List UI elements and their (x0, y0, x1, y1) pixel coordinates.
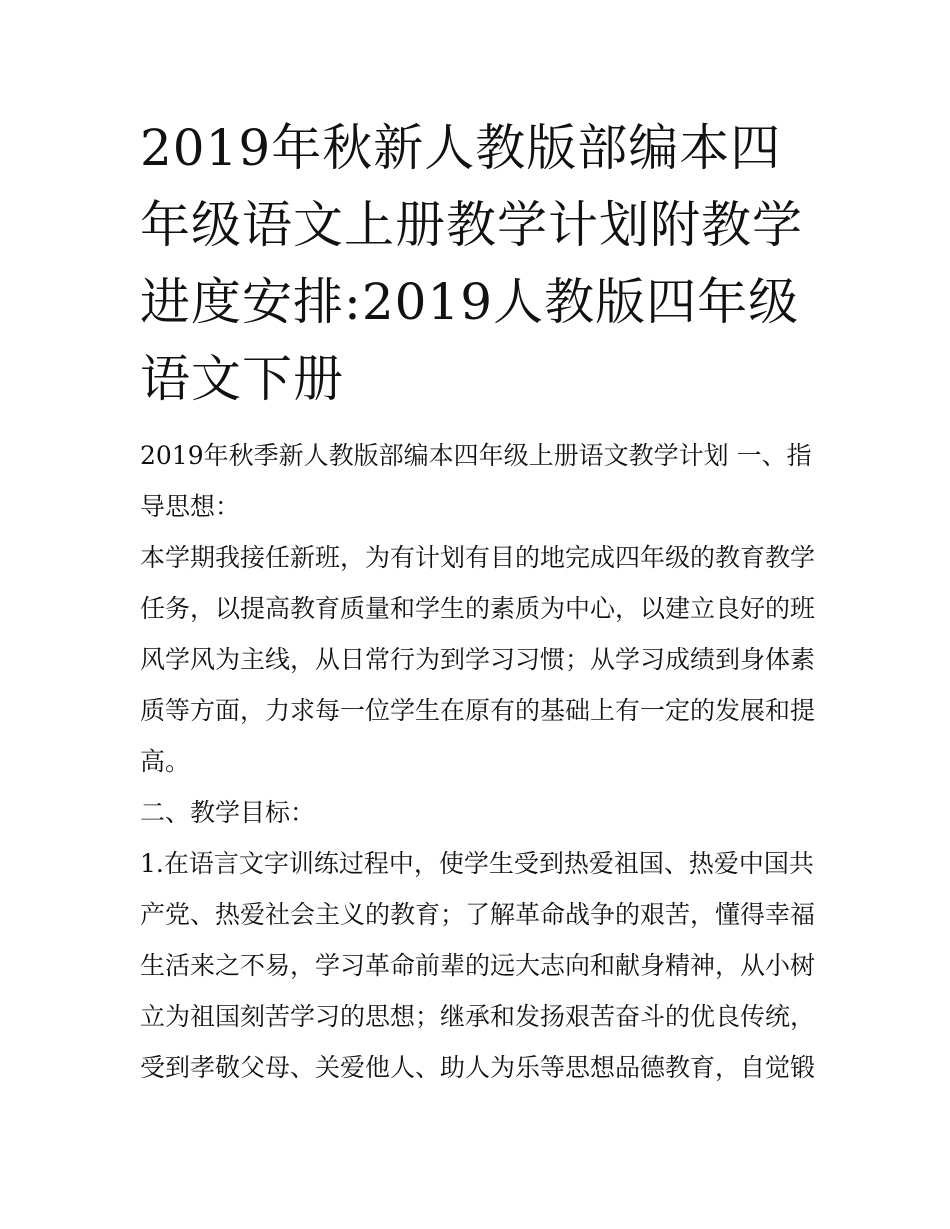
intro-heading-paragraph: 2019年秋季新人教版部编本四年级上册语文教学计划 一、指导思想： (140, 441, 812, 521)
document-title: 2019年秋新人教版部编本四年级语文上册教学计划附教学进度安排:2019人教版四年级语文下册 (140, 119, 803, 408)
document-body (140, 430, 815, 1093)
teaching-goal-item-1: 1.在语言文字训练过程中，使学生受到热爱祖国、热爱中国共产党、热爱社会主义的教育；了解革命战争的艰苦，懂得幸福生活来之不易，学习革命前辈的远大志向和献身精神，从小树立为祖国刻苦学习的思想；继承和发扬艰苦奋斗的优良传统，受到孝敬父母、关爱他人、助人为乐等思想品德教育，自觉锻 (140, 849, 816, 1082)
guiding-ideology-paragraph: 本学期我接任新班，为有计划有目的地完成四年级的教育教学任务，以提高教育质量和学生的素质为中心，以建立良好的班风学风为主线，从日常行为到学习习惯；从学习成绩到身体素质等方面，力求每一位学生在原有的基础上有一定的发展和提高。 (140, 543, 816, 776)
section-heading-teaching-goals: 二、教学目标： (140, 798, 316, 827)
